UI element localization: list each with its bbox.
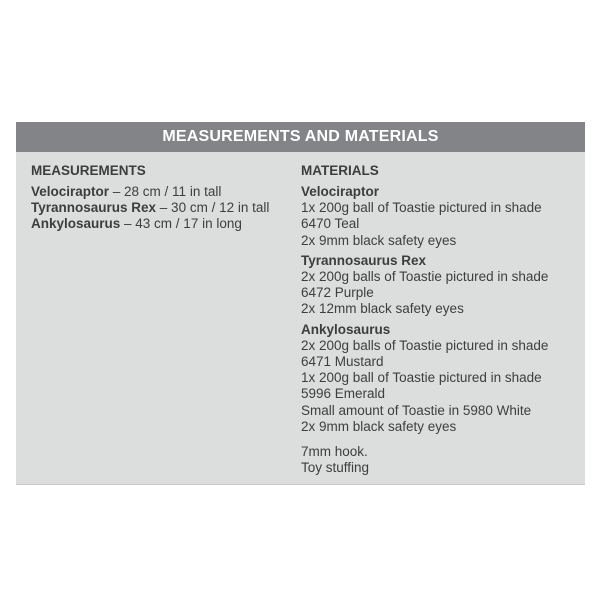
- material-line: 2x 200g balls of Toastie pictured in shade: [301, 269, 549, 285]
- material-section-tyrannosaurus: [301, 253, 570, 318]
- material-line: 2x 200g balls of Toastie pictured in shade: [301, 337, 549, 353]
- dino-detail: – 30 cm / 12 in tall: [156, 200, 270, 216]
- materials-column: [301, 163, 570, 476]
- material-line: 5996 Emerald: [301, 386, 386, 402]
- panel-title: MEASUREMENTS AND MATERIALS: [162, 128, 439, 145]
- material-line: 6472 Purple: [301, 285, 374, 301]
- measurement-row-velociraptor: [31, 184, 301, 200]
- dino-name: Tyrannosaurus Rex: [31, 200, 157, 216]
- extra-line-stuffing: Toy stuffing: [301, 460, 370, 476]
- material-section-title: Ankylosaurus: [301, 321, 391, 337]
- material-section-title: Tyrannosaurus Rex: [301, 252, 427, 268]
- material-section-title: Velociraptor: [301, 184, 380, 199]
- extras-group: [301, 444, 570, 476]
- material-line: 2x 9mm black safety eyes: [301, 232, 457, 248]
- panel-body: [16, 152, 585, 485]
- measurements-column: [31, 163, 301, 233]
- measurements-materials-panel: [16, 122, 585, 485]
- materials-heading: MATERIALS: [301, 163, 379, 178]
- material-section-ankylosaurus: [301, 322, 570, 435]
- material-line: 6470 Teal: [301, 216, 360, 232]
- extra-line-hook: 7mm hook.: [301, 444, 368, 460]
- material-section-velociraptor: [301, 184, 570, 249]
- measurements-heading: MEASUREMENTS: [31, 163, 146, 178]
- measurement-row-tyrannosaurus: [31, 200, 301, 216]
- material-line: 2x 9mm black safety eyes: [301, 418, 457, 434]
- dino-name: Velociraptor: [31, 184, 110, 199]
- material-line: 1x 200g ball of Toastie pictured in shade: [301, 200, 542, 216]
- material-line: 1x 200g ball of Toastie pictured in shade: [301, 370, 542, 386]
- material-line: Small amount of Toastie in 5980 White: [301, 402, 532, 418]
- dino-detail: – 43 cm / 17 in long: [120, 216, 242, 232]
- dino-detail: – 28 cm / 11 in tall: [109, 184, 222, 199]
- material-line: 6471 Mustard: [301, 354, 384, 370]
- panel-header: [16, 122, 585, 152]
- measurement-row-ankylosaurus: [31, 216, 301, 232]
- dino-name: Ankylosaurus: [31, 216, 121, 232]
- material-line: 2x 12mm black safety eyes: [301, 301, 464, 317]
